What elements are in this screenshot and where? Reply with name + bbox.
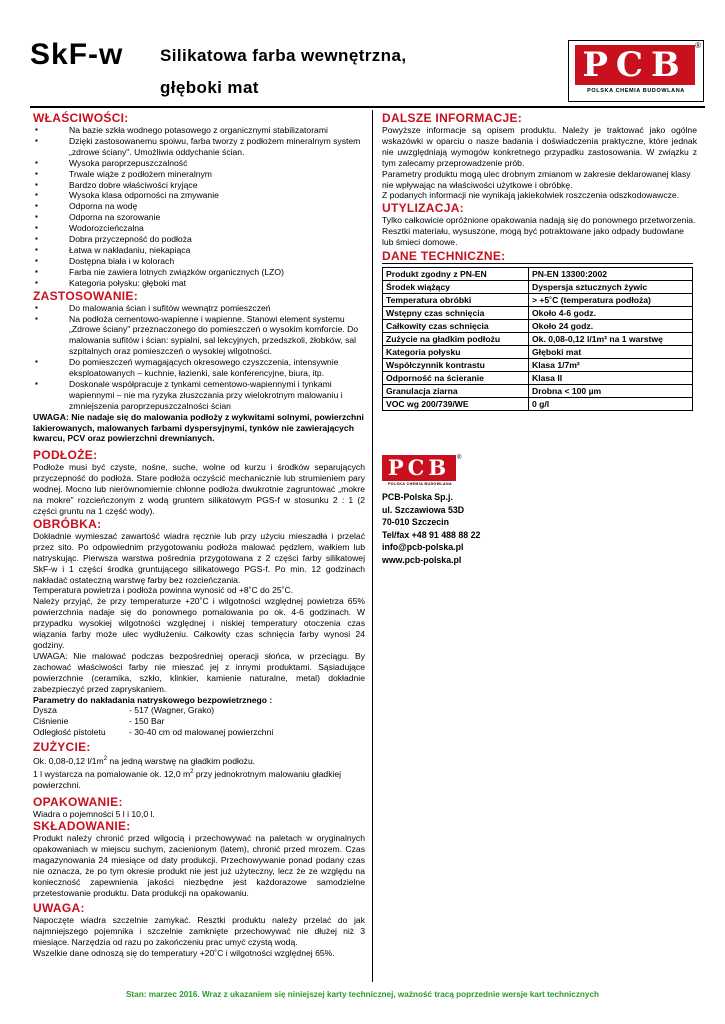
spray-params-table [33,705,273,738]
properties-list [33,125,365,289]
technical-data-table [382,267,693,411]
list-item: ▪ Kategoria połysku: głęboki mat [33,278,365,289]
table-cell-key: Środek wiążący [383,281,529,294]
param-value: - 150 Bar [129,716,165,727]
disposal-text: Tylko całkowicie opróżnione opakowania nadają się do ponownego przetworzenia. [382,215,696,226]
pcb-logo [568,40,704,102]
company-contact [382,491,582,567]
table-row [383,320,693,333]
note-text: Napoczęte wiadra szczelnie zamykać. Resztki produktu należy przelać do jak najmniejszego pojemnika i szczelnie zamknięte przechowywać nie dłużej niż 3 miesiące. Narzędzia od razu po zakończeniu prac umyć czystą wodą. [33,914,365,947]
section-heading-obrobka: OBRÓBKA: [33,516,102,531]
list-item: ▪ Wysoka paroprzepuszczalność [33,158,365,169]
product-title-line1: Silikatowa farba wewnętrzna, [160,46,407,65]
company-street: ul. Szczawiowa 53D [382,504,465,515]
list-item: ▪ Trwale wiąże z podłożem mineralnym [33,169,365,180]
table-cell-key: Odporność na ścieranie [383,372,529,385]
company-logo-small [382,455,462,489]
coverage-value: 1 l wystarcza na pomalowanie ok. 12,0 m [33,768,191,779]
registered-mark: ® [695,41,701,50]
table-cell-value: Głęboki mat [529,346,693,359]
list-item: ▪ Dzięki zastosowanemu spoiwu, farba tworzy z podłożem mineralnym system „zdrowe ściany". Umożliwia oddychanie ścian. [33,136,365,158]
table-row [33,705,273,716]
table-cell-value: Około 24 godz. [529,320,693,333]
table-cell-value: Klasa II [529,372,693,385]
list-item: ▪ Odporna na szorowanie [33,212,365,223]
packaging-text: Wiadra o pojemności 5 l i 10,0 l. [33,808,155,819]
table-cell-value: PN-EN 13300:2002 [529,268,693,281]
company-email: info@pcb-polska.pl [382,542,464,553]
consumption-desc: na jedną warstwę na gładkim podłożu. [107,755,256,766]
table-cell-value: Drobna < 100 µm [529,385,693,398]
list-item: ▪ Doskonale współpracuje z tynkami cementowo-wapiennymi i tynkami wapiennymi – nie ma ryzyka złuszczania przy wielokrotnym malowaniu i zmniejszenia paroprzepuszczalności ścian [33,379,365,412]
table-cell-key: Temperatura obróbki [383,294,529,307]
table-cell-key: Granulacja ziarna [383,385,529,398]
table-row [383,359,693,372]
param-key: Ciśnienie [33,716,69,727]
table-cell-value: Około 4-6 godz. [529,307,693,320]
table-cell-value: > +5˚C (temperatura podłoża) [529,294,693,307]
further-info-text: Powyższe informacje są opisem produktu. Należy je traktować jako ogólne wskazówki w oparciu o nasze badania i doświadczenia praktyczne, które jednak nie uwzględniają wymogów konkretnego przypadku zastosowania. W związku z tym zalecamy przeprowadzenie prób. [382,125,697,168]
footer-note: Stan: marzec 2016. Wraz z ukazaniem się niniejszej karty technicznej, ważność tracą poprzednie wersje kart technicznych [125,990,600,999]
list-item: ▪ Farba nie zawiera lotnych związków organicznych (LZO) [33,267,365,278]
list-item: ▪ Do malowania ścian i sufitów wewnątrz pomieszczeń [33,303,365,314]
processing-warning: UWAGA: Nie malować podczas bezpośredniej operacji słońca, w przeciągu. By zachować właściwości farby nie mieszać jej z innymi produktami. Sąsiadujące powierzchnie (ceramika, szkło, klinkier, kamienie naturalne, metal) dokładnie zabezpieczyć przed zapryskaniem. [33,650,365,694]
logo-mark: PCB [575,45,695,85]
substrate-text: Podłoże musi być czyste, nośne, suche, wolne od kurzu i środków separujących przyczepność do podłoża. Stare podłoża oczyścić mechanicznie lub strumieniem pary wodnej. Mocno lub nierównomiernie chłonne podłoża dwukrotnie zagruntować „mokre na mokre" rozcieńczonym z wodą gruntem silikatowym PGS-f w stosunku 2 : 1 (2 części gruntu na 1 część wody). [33,462,365,516]
table-cell-value: Klasa 1/7m² [529,359,693,372]
consumption-line1 [33,754,365,767]
header-rule [30,106,705,108]
list-item: ▪ Wysoka klasa odporności na zmywanie [33,190,365,201]
table-cell-key: Kategoria połysku [383,346,529,359]
left-column [33,111,365,959]
section-heading-dane: DANE TECHNICZNE: [382,250,693,264]
product-title-line2: głęboki mat [160,78,259,97]
section-heading-dalsze: DALSZE INFORMACJE: [382,111,523,125]
further-info-text-3: Z podanych informacji nie wynikają jakiekolwiek roszczenia odszkodowawcze. [382,190,680,201]
table-row [383,398,693,411]
table-row [33,727,273,738]
table-row [383,385,693,398]
param-value: - 30-40 cm od malowanej powierzchni [129,727,274,738]
section-heading-utylizacja: UTYLIZACJA: [382,201,464,216]
spray-params-heading: Parametry do nakładania natryskowego bezpowietrznego : [33,694,273,705]
company-website: www.pcb-polska.pl [382,554,462,565]
logo-tagline: POLSKA CHEMIA BUDOWLANA [387,482,453,486]
note-text-conditions: Wszelkie dane odnoszą się do temperatury +20˚C i wilgotności względnej 65%. [33,947,335,958]
section-heading-skladowanie: SKŁADOWANIE: [33,819,131,834]
table-row [383,281,693,294]
list-item: ▪ Wodorozcieńczalna [33,223,365,234]
processing-temperature: Temperatura powietrza i podłoża powinna wynosić od +8˚C do 25˚C. [33,585,294,596]
list-item: ▪ Do pomieszczeń wymagających okresowego czyszczenia, intensywnie eksploatowanych – kuchnie, łazienki, sale konferencyjne, biura, itp. [33,357,365,379]
right-column [382,111,697,411]
table-row [383,333,693,346]
application-list [33,303,365,412]
table-row [383,294,693,307]
product-code: SkF-w [30,38,124,71]
consumption-line2 [33,767,365,791]
storage-text: Produkt należy chronić przed wilgocią i przechowywać na paletach w oryginalnych opakowaniach w miejscu suchym, zacienionym (latem), chronić przed mrozem. Czas magazynowania 24 miesiące od daty produkcji. Przechowywanie ponad podany czas nie oznacza, że po tym okresie produkt nie jest już użyteczny, lecz że ze względu na konieczność zapewnienia jakości niezbędne jest każdorazowe samodzielne przetestowanie produktu. Data produkcji na opakowaniu. [33,833,365,898]
further-info-text-2: Parametry produktu mogą ulec drobnym zmianom w zakresie deklarowanej klasy nie wpływając na właściwości użytkowe i obróbkę. [382,168,691,190]
list-item: ▪ Odporna na wodę [33,201,365,212]
table-row [33,716,273,727]
param-key: Dysza [33,705,57,716]
coverage-desc: przy jednokrotnym malowaniu gładkiej powierzchni. [33,768,342,790]
company-name: PCB-Polska Sp.j. [382,492,453,502]
table-cell-key: VOC wg 200/739/WE [383,398,529,411]
table-row [383,372,693,385]
section-heading-zastosowanie: ZASTOSOWANIE: [33,288,139,303]
table-row [383,307,693,320]
table-cell-value: Ok. 0,08-0,12 l/1m² na 1 warstwę [529,333,693,346]
list-item: ▪ Dostępna biała i w kolorach [33,256,365,267]
list-item: ▪ Bardzo dobre właściwości kryjące [33,180,365,191]
section-heading-opakowanie: OPAKOWANIE: [33,794,123,809]
section-heading-zuzycie: ZUŻYCIE: [33,740,91,755]
table-cell-key: Wstępny czas schnięcia [383,307,529,320]
section-heading-uwaga: UWAGA: [33,900,85,915]
table-cell-value: 0 g/l [529,398,693,411]
company-phone: Tel/fax +48 91 488 88 22 [382,529,481,540]
consumption-value: Ok. 0,08-0,12 l/1m [33,755,104,766]
list-item: ▪ Na bazie szkła wodnego potasowego z organicznymi stabilizatorami [33,125,365,136]
processing-drying: Należy przyjąć, że przy temperaturze +20˚C i wilgotności względnej powietrza 65% powierzchnia nadaje się do ponownego pomalowania po ok. 4-6 godzinach. W przypadku wysokiej wilgotności względnej i niskiej temperatury otoczenia czas wiązania farby może ulec wydłużeniu. Całkowity czas schnięcia farby wynosi 24 godziny. [33,596,365,650]
superscript: 2 [103,756,108,763]
warning-note: UWAGA: Nie nadaje się do malowania podłoży z wykwitami solnymi, powierzchni lakierowanych, malowanych farbami dyspersyjnymi, tynków nie zawierających kwarcu, PCV oraz powierzchni drewnianych. [33,411,364,444]
table-row [383,268,693,281]
list-item: ▪ Łatwa w nakładaniu, niekapiąca [33,245,365,256]
table-row [383,346,693,359]
table-cell-key: Zużycie na gładkim podłożu [383,333,529,346]
section-heading-podloze: PODŁOŻE: [33,448,98,463]
table-cell-key: Współczynnik kontrastu [383,359,529,372]
logo-mark: PCB [382,455,456,481]
table-cell-key: Całkowity czas schnięcia [383,320,529,333]
column-divider [372,110,373,982]
section-heading-wlasciwosci: WŁAŚCIWOŚCI: [33,111,129,125]
table-cell-value: Dyspersja sztucznych żywic [529,281,693,294]
registered-mark: ® [457,455,462,461]
superscript: 2 [190,768,194,775]
list-item: ▪ Na podłoża cementowo-wapienne i wapienne. Stanowi element systemu „Zdrowe ściany" przeznaczonego do pomieszczeń o wysokim komforcie. Do malowania sufitów i ścian: sypialni, sal lekcyjnych, przedszkoli, żłobków, sal szpitalnych oraz pomieszczeń o wysokiej wilgotności. [33,314,365,358]
logo-tagline: POLSKA CHEMIA BUDOWLANA [587,88,685,94]
disposal-text-2: Resztki materiału, wysuszone, mogą być potraktowane jako odpady budowlane lub śmieci domowe. [382,226,684,248]
param-key: Odległość pistoletu [33,727,106,738]
table-cell-key: Produkt zgodny z PN-EN [383,268,529,281]
processing-text: Dokładnie wymieszać zawartość wiadra ręcznie lub przy użyciu mieszadła i przelać przez sito. Po odpowiednim przygotowaniu podłoża malować pędzlem, wałkiem lub natryskując. Pierwsza warstwa pośrednia przygotowana z 2 części farby silikatowej SkF-w i 1 części środka gruntującego silikatowego PGS-f. Po min. 12 godzinach nakładać ostateczną warstwę farby bez rozcieńczania. [33,530,365,585]
company-city: 70-010 Szczecin [382,517,449,528]
param-value: - 517 (Wagner, Grako) [129,705,215,716]
list-item: ▪ Dobra przyczepność do podłoża [33,234,365,245]
